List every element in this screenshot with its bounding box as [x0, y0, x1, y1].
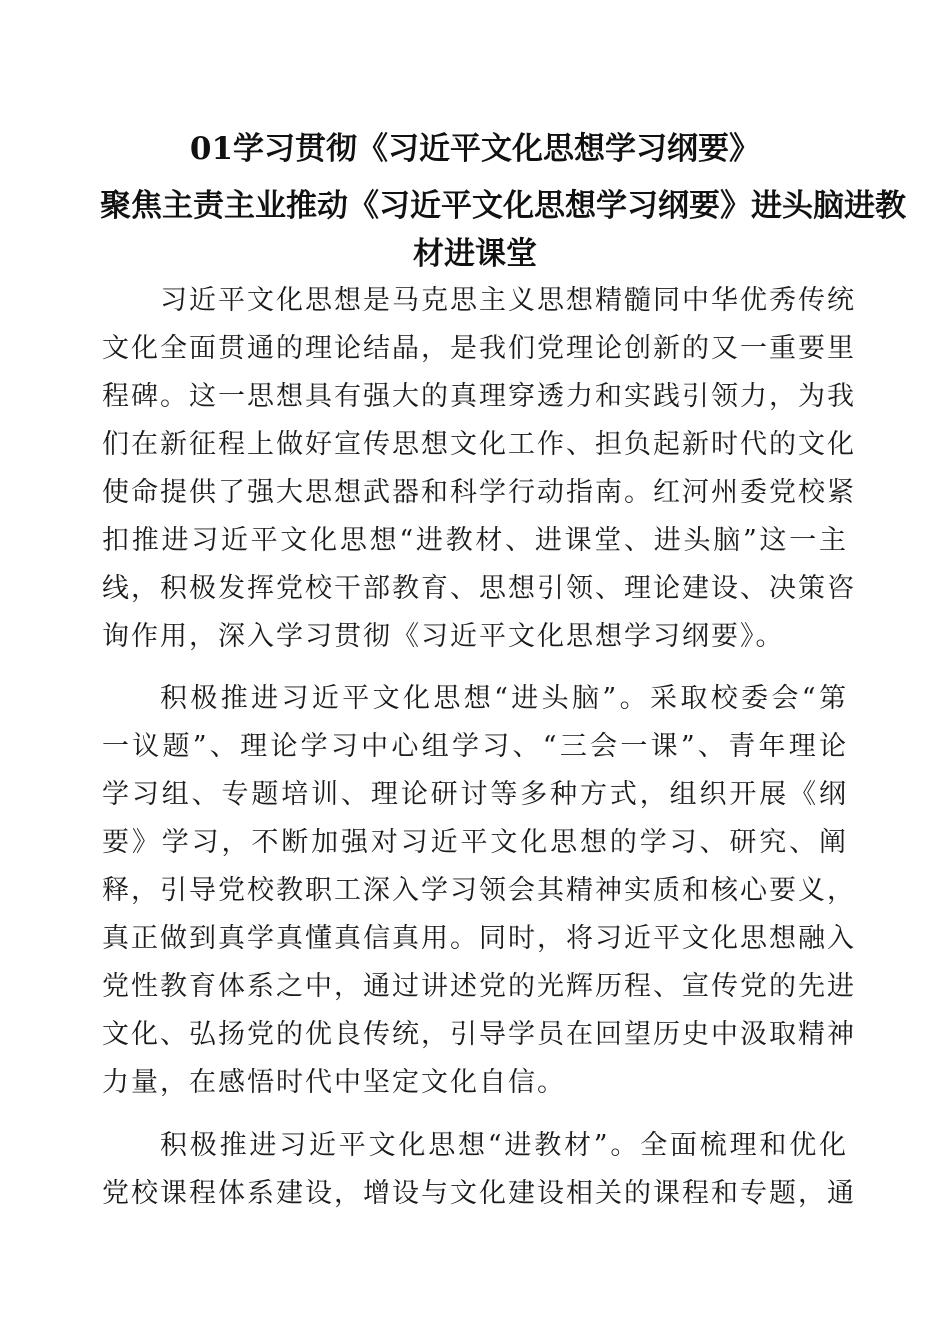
subtitle-line-2: 材进课堂	[413, 236, 537, 272]
text-line: 真正做到真学真懂真信真用。同时，将习近平文化思想融入	[102, 923, 856, 954]
document-title: 01学习贯彻《习近平文化思想学习纲要》	[189, 131, 761, 167]
text-line: 党性教育体系之中，通过讲述党的光辉历程、宣传党的先进	[102, 971, 856, 1002]
text-line: 使命提供了强大思想武器和科学行动指南。红河州委党校紧	[102, 477, 856, 508]
text-line: 扣推进习近平文化思想“进教材、进课堂、进头脑”这一主	[102, 525, 848, 556]
text-line: 积极推进习近平文化思想“进教材”。全面梳理和优化	[160, 1130, 848, 1161]
text-line: 学习组、专题培训、理论研讨等多种方式，组织开展《纲	[102, 779, 848, 810]
text-line: 程碑。这一思想具有强大的真理穿透力和实践引领力，为我	[102, 381, 856, 412]
text-line: 释，引导党校教职工深入学习领会其精神实质和核心要义，	[102, 875, 856, 906]
text-line: 党校课程体系建设，增设与文化建设相关的课程和专题，通	[102, 1178, 856, 1209]
text-line: 询作用，深入学习贯彻《习近平文化思想学习纲要》。	[102, 621, 785, 652]
text-line: 一议题”、理论学习中心组学习、“三会一课”、青年理论	[102, 731, 848, 762]
paragraph-1	[102, 277, 856, 661]
text-line: 习近平文化思想是马克思主义思想精髓同中华优秀传统	[160, 285, 856, 316]
subtitle-line-1: 聚焦主责主业推动《习近平文化思想学习纲要》进头脑进教	[100, 188, 906, 224]
text-line: 线，积极发挥党校干部教育、思想引领、理论建设、决策咨	[102, 573, 856, 604]
text-line: 力量，在感悟时代中坚定文化自信。	[102, 1067, 566, 1098]
paragraph-3	[102, 1122, 856, 1218]
text-line: 积极推进习近平文化思想“进头脑”。采取校委会“第	[160, 683, 848, 714]
text-line: 文化全面贯通的理论结晶，是我们党理论创新的又一重要里	[102, 333, 856, 364]
text-line: 文化、弘扬党的优良传统，引导学员在回望历史中汲取精神	[102, 1019, 856, 1050]
text-line: 们在新征程上做好宣传思想文化工作、担负起新时代的文化	[102, 429, 856, 460]
text-line: 要》学习，不断加强对习近平文化思想的学习、研究、阐	[102, 827, 848, 858]
paragraph-2	[102, 675, 856, 1107]
